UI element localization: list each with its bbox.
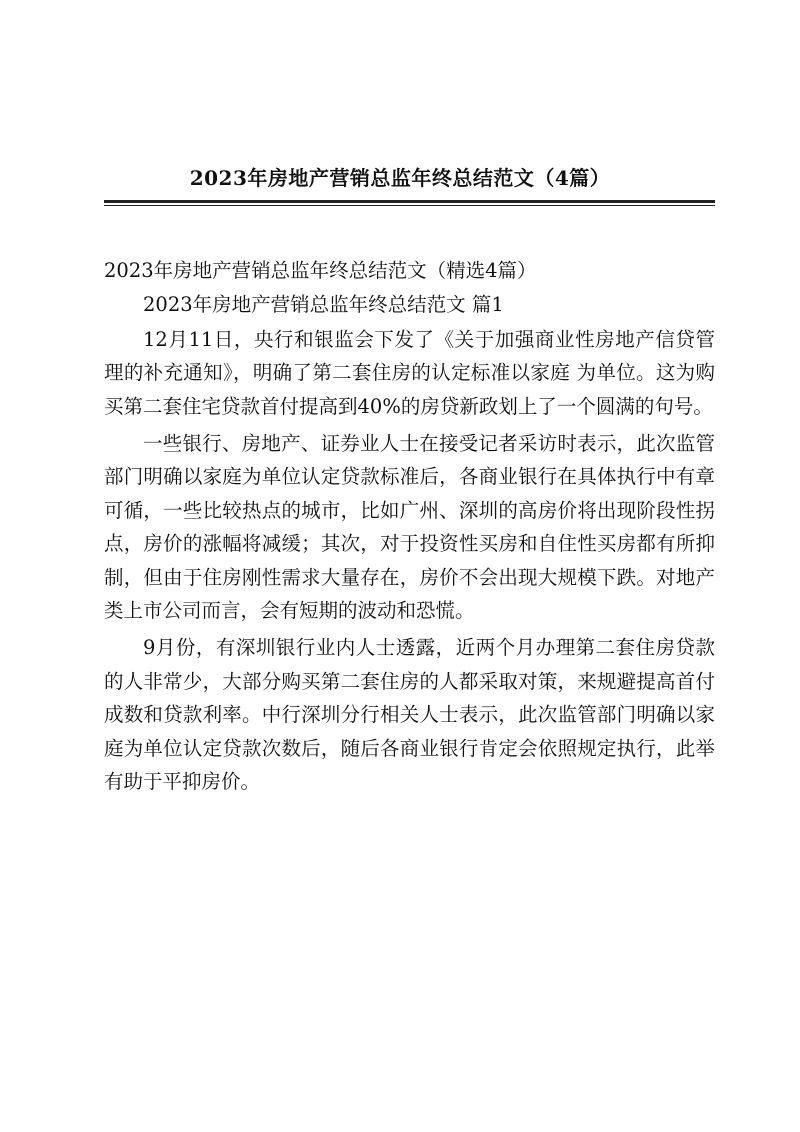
document-subtitle: 2023年房地产营销总监年终总结范文（精选4篇） xyxy=(104,259,537,282)
section-heading: 2023年房地产营销总监年终总结范文 篇1 xyxy=(143,293,504,317)
paragraph-2: 一些银行、房地产、证券业人士在接受记者采访时表示，此次监管部门明确以家庭为单位认定贷款标准后，各商业银行在具体执行中有章可循，一些比较热点的城市，比如广州、深圳的高房价将出现阶段性拐点，房价的涨幅将减缓；其次，对于投资性买房和自住性买房都有所抑制，但由于住房刚性需求大量存在，房价不会出现大规模下跌。对地产类上市公司而言，会有短期的波动和恐慌。 xyxy=(104,432,715,623)
paragraph-1: 12月11日，央行和银监会下发了《关于加强商业性房地产信贷管理的补充通知》，明确了第二套住房的认定标准以家庭 为单位。这为购买第二套住宅贷款首付提高到40%的房贷新政划上了一个圆满的句号。 xyxy=(104,327,715,418)
document-title: 2023年房地产营销总监年终总结范文（4篇） xyxy=(189,166,611,190)
title-divider xyxy=(104,200,715,206)
paragraph-3: 9月份，有深圳银行业内人士透露，近两个月办理第二套住房贷款的人非常少，大部分购买第二套住房的人都采取对策，来规避提高首付成数和贷款利率。中行深圳分行相关人士表示，此次监管部门明确以家庭为单位认定贷款次数后，随后各商业银行肯定会依照规定执行，此举有助于平抑房价。 xyxy=(104,636,715,794)
document-body xyxy=(104,254,715,803)
